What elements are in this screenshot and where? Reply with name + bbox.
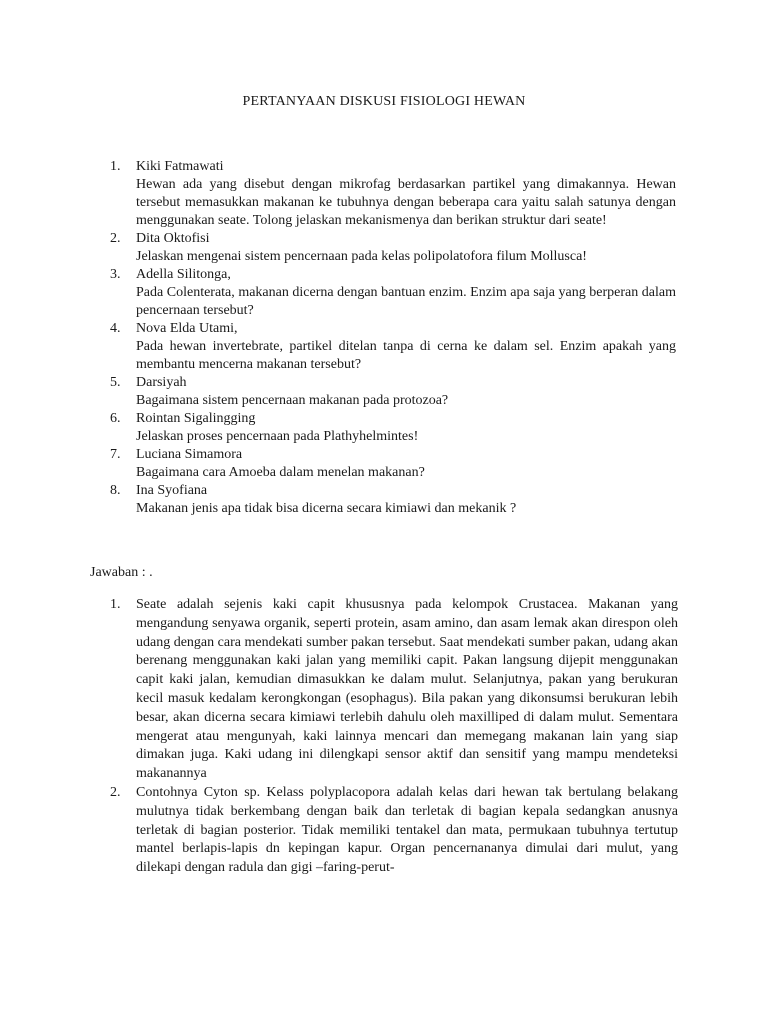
question-number: 8. [110,483,121,498]
question-item [0,446,768,482]
question-text: Jelaskan mengenai sistem pencernaan pada kelas polipolatofora filum Mollusca! [136,249,587,264]
questioner-name: Nova Elda Utami, [136,321,238,336]
question-item [0,158,768,230]
question-item [0,482,768,518]
question-number: 3. [110,267,121,282]
questioner-name: Rointan Sigalingging [136,411,256,426]
questioner-name: Darsiyah [136,375,187,390]
answer-item [0,784,768,878]
question-number: 6. [110,411,121,426]
document-title: PERTANYAAN DISKUSI FISIOLOGI HEWAN [242,94,526,109]
answer-text: Contohnya Cyton sp. Kelass polyplacopora adalah kelas dari hewan tak bertulang belakang mulutnya tidak berkembang dengan baik dan terletak di bagian kepala sedangkan anusnya terletak di bagian posterior. Tidak memiliki tentakel dan mata, permukaan tubuhnya tertutup mantel berlapis-lapis dn kepingan kapur. Organ pencernananya dimulai dari mulut, yang dilekapi dengan radula dan gigi –faring-perut- [136,784,678,876]
questioner-name: Dita Oktofisi [136,231,210,246]
question-number: 2. [110,231,121,246]
answer-number: 2. [110,784,121,800]
question-item [0,374,768,410]
answer-number: 1. [110,597,121,612]
questioner-name: Adella Silitonga, [136,267,231,282]
question-number: 4. [110,321,121,336]
question-text: Jelaskan proses pencernaan pada Plathyhelmintes! [136,429,419,444]
answer-item [0,596,768,784]
question-text: Pada Colenterata, makanan dicerna dengan bantuan enzim. Enzim apa saja yang berperan dalam pencernaan tersebut? [136,285,676,318]
question-number: 5. [110,375,121,390]
question-number: 1. [110,159,121,174]
question-text: Pada hewan invertebrate, partikel ditelan tanpa di cerna ke dalam sel. Enzim apakah yang membantu mencerna makanan tersebut? [136,339,676,372]
question-number: 7. [110,447,121,462]
question-item [0,320,768,374]
question-text: Makanan jenis apa tidak bisa dicerna secara kimiawi dan mekanik ? [136,501,517,516]
question-item [0,410,768,446]
answer-list [0,596,768,878]
answers-heading: Jawaban : . [90,565,153,580]
questioner-name: Ina Syofiana [136,483,208,498]
question-item [0,230,768,266]
answer-text: Seate adalah sejenis kaki capit khususnya pada kelompok Crustacea. Makanan yang mengandung senyawa organik, seperti protein, asam amino, dan asam lemak akan direspon oleh udang dengan cara mendekati sumber pakan tersebut. Saat mendekati sumber pakan, udang akan berenang menggunakan kaki jalan yang memiliki capit. Pakan langsung dijepit menggunakan capit kaki jalan, kemudian dimasukkan ke dalam mulut. Selanjutnya, pakan yang berukuran kecil masuk kedalam kerongkongan (esophagus). Bila pakan yang dikonsumsi berukuran lebih besar, akan dicerna secara kimiawi terlebih dahulu oleh maxilliped di dalam mulut. Sementara mengerat atau mengunyah, kaki lainnya mencari dan memegang makanan lain yang siap dimakan juga. Kaki udang ini dilengkapi sensor aktif dan sensitif yang mampu mendeteksi makanannya [136,597,678,782]
question-list [0,158,768,518]
question-text: Hewan ada yang disebut dengan mikrofag berdasarkan partikel yang dimakannya. Hewan tersebut memasukkan makanan ke tubuhnya dengan beberapa cara yaitu salah satunya dengan menggunakan seate. Tolong jelaskan mekanismenya dan berikan struktur dari seate! [136,177,676,228]
question-item [0,266,768,320]
questioner-name: Kiki Fatmawati [136,159,224,174]
question-text: Bagaimana cara Amoeba dalam menelan makanan? [136,465,425,480]
questioner-name: Luciana Simamora [136,447,243,462]
question-text: Bagaimana sistem pencernaan makanan pada protozoa? [136,393,449,408]
